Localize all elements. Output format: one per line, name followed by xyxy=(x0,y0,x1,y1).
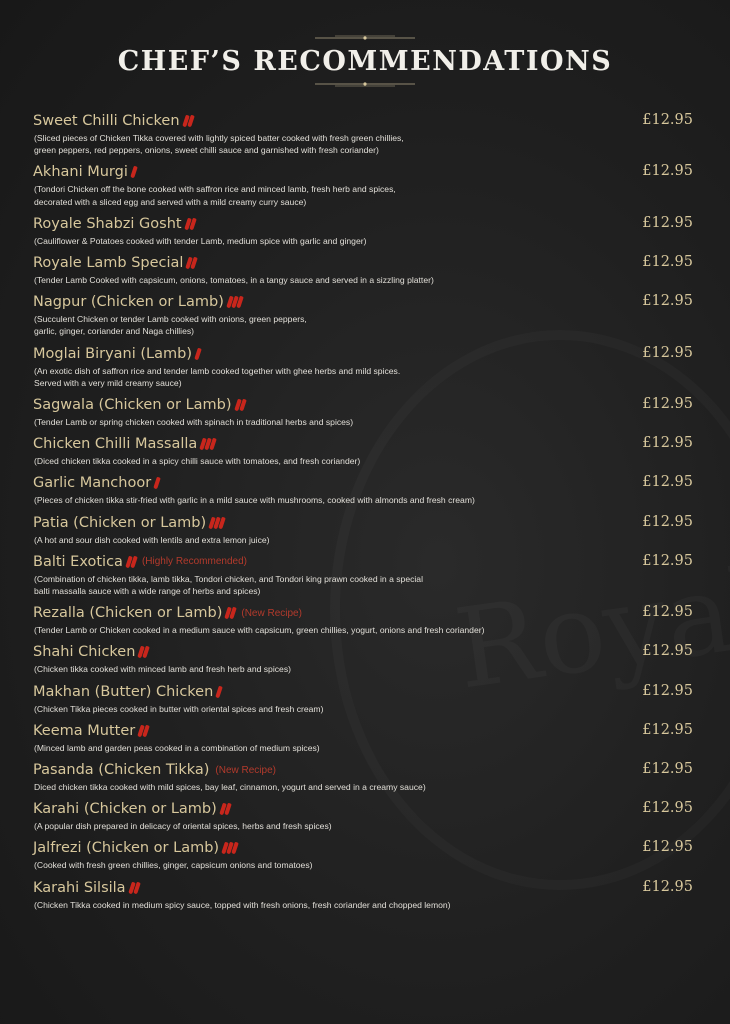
dish-name: Pasanda (Chicken Tikka) xyxy=(33,762,210,779)
dish-description xyxy=(33,742,693,754)
description-line: (Sliced pieces of Chicken Tikka covered with lightly spiced batter cooked with fresh green chillies, xyxy=(34,133,404,143)
dish-price: £12.95 xyxy=(642,800,693,817)
dish-price: £12.95 xyxy=(642,396,693,413)
spice-level xyxy=(217,686,221,698)
description-line: (Chicken Tikka pieces cooked in butter with oriental spices and fresh cream) xyxy=(34,703,324,714)
menu-item xyxy=(33,252,693,286)
spice-level xyxy=(132,166,136,178)
spice-level xyxy=(210,517,224,529)
menu-item xyxy=(33,602,693,636)
description-line: (Chicken Tikka cooked in medium spicy sauce, topped with fresh onions, fresh coriander and chopped lemon) xyxy=(34,899,451,910)
description-line: (Succulent Chicken or tender Lamb cooked with onions, green peppers, xyxy=(34,314,307,325)
dish-price: £12.95 xyxy=(642,682,693,699)
spice-level xyxy=(221,803,230,815)
dish-price: £12.95 xyxy=(642,878,693,895)
menu-item xyxy=(33,512,693,546)
menu-item xyxy=(33,472,693,506)
menu-item-header xyxy=(33,720,693,742)
menu-item-header xyxy=(33,252,693,274)
dish-name: Karahi Silsila xyxy=(33,879,126,896)
description-line: (Minced lamb and garden peas cooked in a combination of medium spices) xyxy=(34,742,320,753)
menu-item xyxy=(33,213,693,247)
menu-item xyxy=(33,877,693,911)
dish-name: Makhan (Butter) Chicken xyxy=(33,683,214,700)
dish-price: £12.95 xyxy=(642,474,693,491)
description-line: (Cooked with fresh green chillies, ginger, capsicum onions and tomatoes) xyxy=(34,860,313,871)
dish-name: Moglai Biryani (Lamb) xyxy=(33,345,192,362)
menu-item xyxy=(33,291,693,337)
menu-item-header xyxy=(33,512,693,534)
dish-description xyxy=(33,781,693,793)
chilli-icon xyxy=(194,347,202,360)
menu-item-header xyxy=(33,433,693,455)
description-line: (Cauliflower & Potatoes cooked with tender Lamb, medium spice with garlic and ginger) xyxy=(34,235,367,246)
menu-list xyxy=(33,110,693,916)
dish-price: £12.95 xyxy=(642,344,693,361)
dish-price: £12.95 xyxy=(642,214,693,231)
dish-description xyxy=(33,899,693,911)
dish-name: Sagwala (Chicken or Lamb) xyxy=(33,397,232,414)
dish-description xyxy=(33,235,693,247)
dish-price: £12.95 xyxy=(642,513,693,530)
dish-price: £12.95 xyxy=(642,721,693,738)
description-line: Diced chicken tikka cooked with mild spices, bay leaf, cinnamon, yogurt and served in a creamy sauce) xyxy=(34,782,426,793)
bottom-ornament-icon xyxy=(315,80,415,88)
menu-item-header xyxy=(33,877,693,899)
dish-name: Keema Mutter xyxy=(33,722,136,739)
menu-item xyxy=(33,759,693,793)
menu-item xyxy=(33,343,693,389)
menu-item xyxy=(33,641,693,675)
menu-item-header xyxy=(33,681,693,703)
menu-item xyxy=(33,681,693,715)
dish-description xyxy=(33,365,693,389)
menu-item xyxy=(33,837,693,871)
dish-description xyxy=(33,624,693,636)
menu-item-header xyxy=(33,161,693,183)
chilli-icon xyxy=(153,477,161,490)
dish-price: £12.95 xyxy=(642,839,693,856)
description-line: decorated with a sliced egg and served with a mild creamy curry sauce) xyxy=(34,196,307,207)
description-line: balti massalla sauce with a wide range of herbs and spices) xyxy=(34,586,261,597)
spice-level xyxy=(127,556,136,568)
dish-price: £12.95 xyxy=(642,254,693,271)
dish-description xyxy=(33,663,693,675)
description-line: (Diced chicken tikka cooked in a spicy chilli sauce with tomatoes, and fresh coriander) xyxy=(34,456,361,467)
menu-item-header xyxy=(33,759,693,781)
dish-tag: (New Recipe) xyxy=(215,764,276,776)
description-line: (Tender Lamb Cooked with capsicum, onions, tomatoes, in a tangy sauce and served in a sizzling platter) xyxy=(34,275,434,286)
dish-price: £12.95 xyxy=(642,435,693,452)
dish-description xyxy=(33,183,693,207)
dish-description xyxy=(33,455,693,467)
dish-name: Nagpur (Chicken or Lamb) xyxy=(33,294,224,311)
dish-price: £12.95 xyxy=(642,643,693,660)
menu-item xyxy=(33,110,693,156)
dish-name: Karahi (Chicken or Lamb) xyxy=(33,801,217,818)
dish-price: £12.95 xyxy=(642,293,693,310)
dish-price: £12.95 xyxy=(642,163,693,180)
menu-item-header xyxy=(33,798,693,820)
dish-description xyxy=(33,859,693,871)
spice-level xyxy=(196,348,200,360)
spice-level xyxy=(236,399,245,411)
description-line: (A popular dish prepared in delicacy of oriental spices, herbs and fresh spices) xyxy=(34,821,332,832)
spice-level xyxy=(186,218,195,230)
description-line: (Tender Lamb or Chicken cooked in a medium sauce with capsicum, green chillies, yogurt, onions and fresh coriander) xyxy=(34,625,485,636)
dish-description xyxy=(33,132,693,156)
page-header xyxy=(0,34,730,88)
dish-description xyxy=(33,703,693,715)
menu-item-header xyxy=(33,641,693,663)
spice-level xyxy=(226,607,235,619)
menu-item-header xyxy=(33,343,693,365)
description-line: (Tondori Chicken off the bone cooked with saffron rice and minced lamb, fresh herb and spices, xyxy=(34,184,396,195)
description-line: garlic, ginger, coriander and Naga chillies) xyxy=(34,326,195,337)
page-title: CHEF’S RECOMMENDATIONS xyxy=(117,46,613,77)
menu-item xyxy=(33,798,693,832)
spice-level xyxy=(223,842,237,854)
description-line: (Chicken tikka cooked with minced lamb and fresh herb and spices) xyxy=(34,664,291,675)
dish-description xyxy=(33,573,693,597)
dish-name: Royale Lamb Special xyxy=(33,255,184,272)
menu-item-header xyxy=(33,551,693,573)
spice-level xyxy=(139,646,148,658)
dish-name: Rezalla (Chicken or Lamb) xyxy=(33,605,223,622)
menu-item xyxy=(33,161,693,207)
spice-level xyxy=(201,438,215,450)
menu-item-header xyxy=(33,394,693,416)
dish-tag: (Highly Recommended) xyxy=(141,556,247,568)
dish-description xyxy=(33,274,693,286)
dish-description xyxy=(33,313,693,337)
spice-level xyxy=(130,882,139,894)
description-line: (Tender Lamb or spring chicken cooked with spinach in traditional herbs and spices) xyxy=(34,417,354,428)
dish-description xyxy=(33,820,693,832)
dish-name: Balti Exotica xyxy=(33,553,123,570)
dish-name: Shahi Chicken xyxy=(33,644,136,661)
dish-tag: (New Recipe) xyxy=(241,607,302,619)
description-line: green peppers, red peppers, onions, sweet chilli sauce and garnished with fresh coriander) xyxy=(34,145,379,156)
description-line: Served with a very mild creamy sauce) xyxy=(34,377,182,388)
menu-item xyxy=(33,394,693,428)
menu-item xyxy=(33,551,693,597)
menu-item-header xyxy=(33,837,693,859)
chilli-icon xyxy=(216,685,224,698)
menu-item-header xyxy=(33,110,693,132)
dish-name: Jalfrezi (Chicken or Lamb) xyxy=(33,840,220,857)
dish-price: £12.95 xyxy=(642,112,693,128)
spice-level xyxy=(187,257,196,269)
dish-name: Patia (Chicken or Lamb) xyxy=(33,514,207,531)
description-line: (An exotic dish of saffron rice and tender lamb cooked together with ghee herbs and mild spices. xyxy=(34,365,401,376)
menu-item-header xyxy=(33,291,693,313)
description-line: (Combination of chicken tikka, lamb tikka, Tondori chicken, and Tondori king prawn cooked in a special xyxy=(34,573,423,584)
spice-level xyxy=(139,725,148,737)
spice-level xyxy=(228,296,242,308)
dish-name: Akhani Murgi xyxy=(33,164,128,181)
menu-item-header xyxy=(33,472,693,494)
dish-name: Garlic Manchoor xyxy=(33,475,152,492)
dish-description xyxy=(33,416,693,428)
menu-item-header xyxy=(33,213,693,235)
spice-level xyxy=(155,477,159,489)
menu-item-header xyxy=(33,602,693,624)
dish-price: £12.95 xyxy=(642,604,693,621)
menu-item xyxy=(33,720,693,754)
description-line: (A hot and sour dish cooked with lentils and extra lemon juice) xyxy=(34,534,270,545)
chilli-icon xyxy=(130,166,138,179)
dish-price: £12.95 xyxy=(642,552,693,569)
spice-level xyxy=(184,115,193,127)
description-line: (Pieces of chicken tikka stir-fried with garlic in a mild sauce with mushrooms, cooked with almonds and fresh cream) xyxy=(34,495,475,506)
dish-name: Sweet Chilli Chicken xyxy=(33,113,180,129)
dish-description xyxy=(33,534,693,546)
dish-description xyxy=(33,494,693,506)
dish-name: Royale Shabzi Gosht xyxy=(33,215,182,232)
top-ornament-icon xyxy=(315,34,415,42)
menu-item xyxy=(33,433,693,467)
dish-price: £12.95 xyxy=(642,761,693,778)
dish-name: Chicken Chilli Massalla xyxy=(33,436,198,453)
